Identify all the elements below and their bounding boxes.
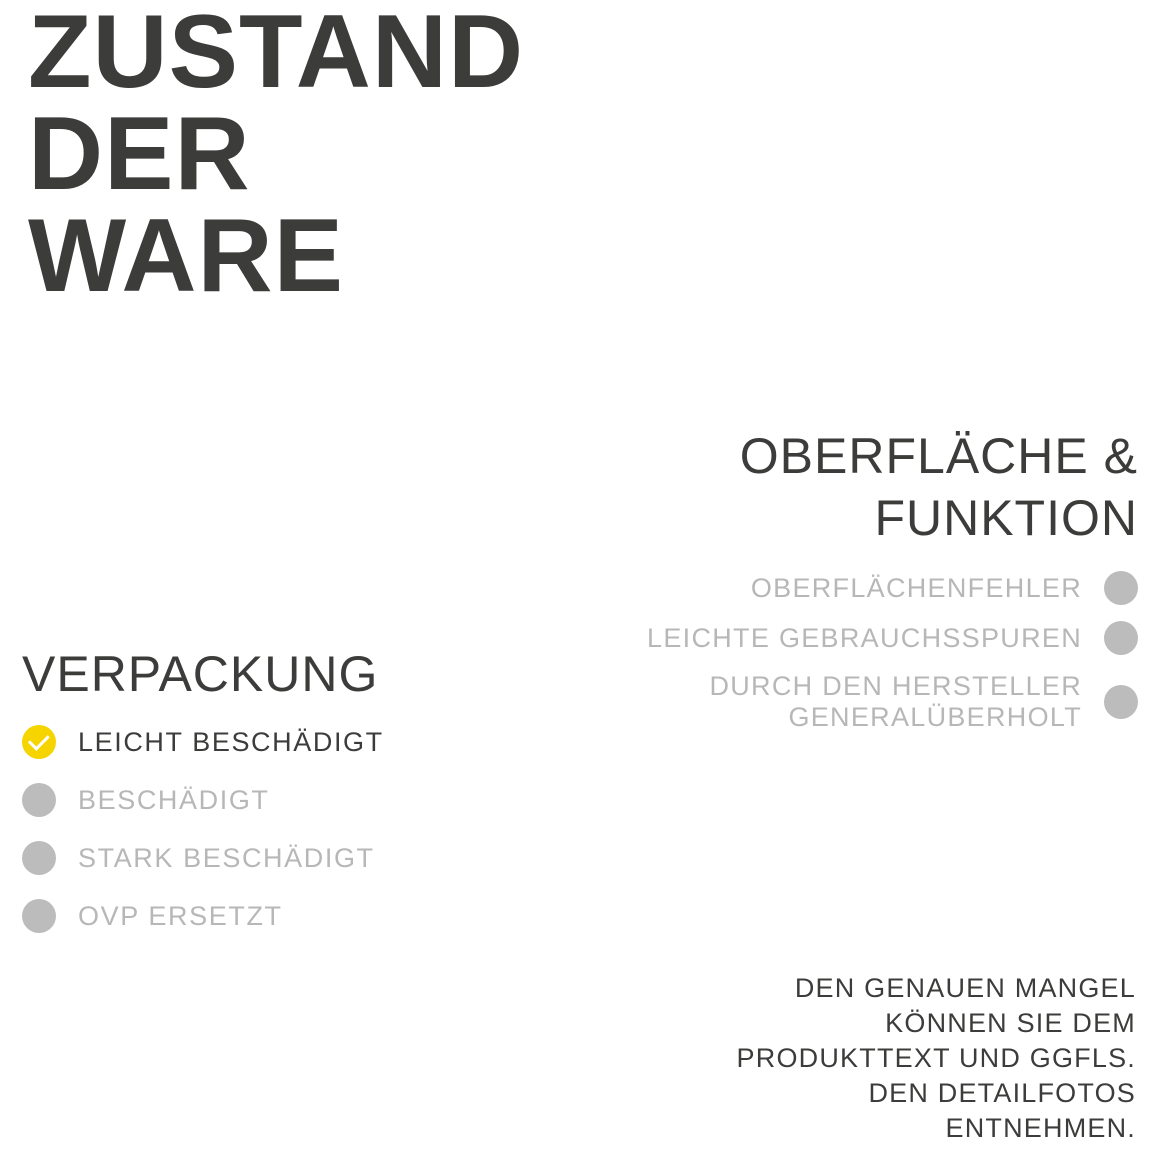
surface-function-heading-line-2: FUNKTION xyxy=(874,490,1138,546)
packaging-option-ovp-ersetzt[interactable] xyxy=(22,899,622,933)
surface-function-heading xyxy=(518,425,1138,549)
footnote-line-3: PRODUKTTEXT UND GGFLS. xyxy=(736,1042,1136,1073)
footnote-text xyxy=(516,971,1136,1146)
page-title-line-3: WARE xyxy=(28,197,344,314)
packaging-section xyxy=(22,645,622,957)
circle-icon[interactable] xyxy=(1104,621,1138,655)
footnote-line-2: KÖNNEN SIE DEM xyxy=(885,1007,1136,1038)
circle-icon[interactable] xyxy=(1104,571,1138,605)
surface-function-heading-line-1: OBERFLÄCHE & xyxy=(739,428,1138,484)
page-title-line-1: ZUSTAND xyxy=(28,0,525,110)
surface-option-label-line-1: DURCH DEN HERSTELLER xyxy=(709,671,1082,701)
packaging-heading: VERPACKUNG xyxy=(22,646,379,702)
circle-icon[interactable] xyxy=(22,899,56,933)
check-icon[interactable] xyxy=(22,725,56,759)
page-title-line-2: DER xyxy=(28,95,251,212)
packaging-option-stark-beschaedigt[interactable] xyxy=(22,841,622,875)
surface-option-label xyxy=(751,573,1082,604)
footnote-line-5: ENTNEHMEN. xyxy=(945,1112,1136,1143)
surface-option-oberflaechenfehler[interactable] xyxy=(518,571,1138,605)
packaging-option-label: OVP ERSETZT xyxy=(78,900,283,931)
packaging-option-leicht-beschaedigt[interactable] xyxy=(22,725,622,759)
packaging-option-label: BESCHÄDIGT xyxy=(78,784,270,815)
packaging-option-beschaedigt[interactable] xyxy=(22,783,622,817)
surface-option-label-line-1: LEICHTE GEBRAUCHSSPUREN xyxy=(647,622,1082,653)
footnote-line-1: DEN GENAUEN MANGEL xyxy=(794,972,1136,1003)
footnote-line-4: DEN DETAILFOTOS xyxy=(868,1077,1136,1108)
surface-option-label-line-1: OBERFLÄCHENFEHLER xyxy=(750,572,1082,603)
surface-option-label xyxy=(709,671,1082,733)
circle-icon[interactable] xyxy=(22,841,56,875)
packaging-option-label: LEICHT BESCHÄDIGT xyxy=(78,726,384,757)
page-title xyxy=(28,0,525,314)
packaging-option-label: STARK BESCHÄDIGT xyxy=(78,842,375,873)
circle-icon[interactable] xyxy=(22,783,56,817)
circle-icon[interactable] xyxy=(1104,685,1138,719)
surface-option-label-line-2: GENERALÜBERHOLT xyxy=(788,701,1082,732)
surface-option-label xyxy=(647,623,1082,654)
